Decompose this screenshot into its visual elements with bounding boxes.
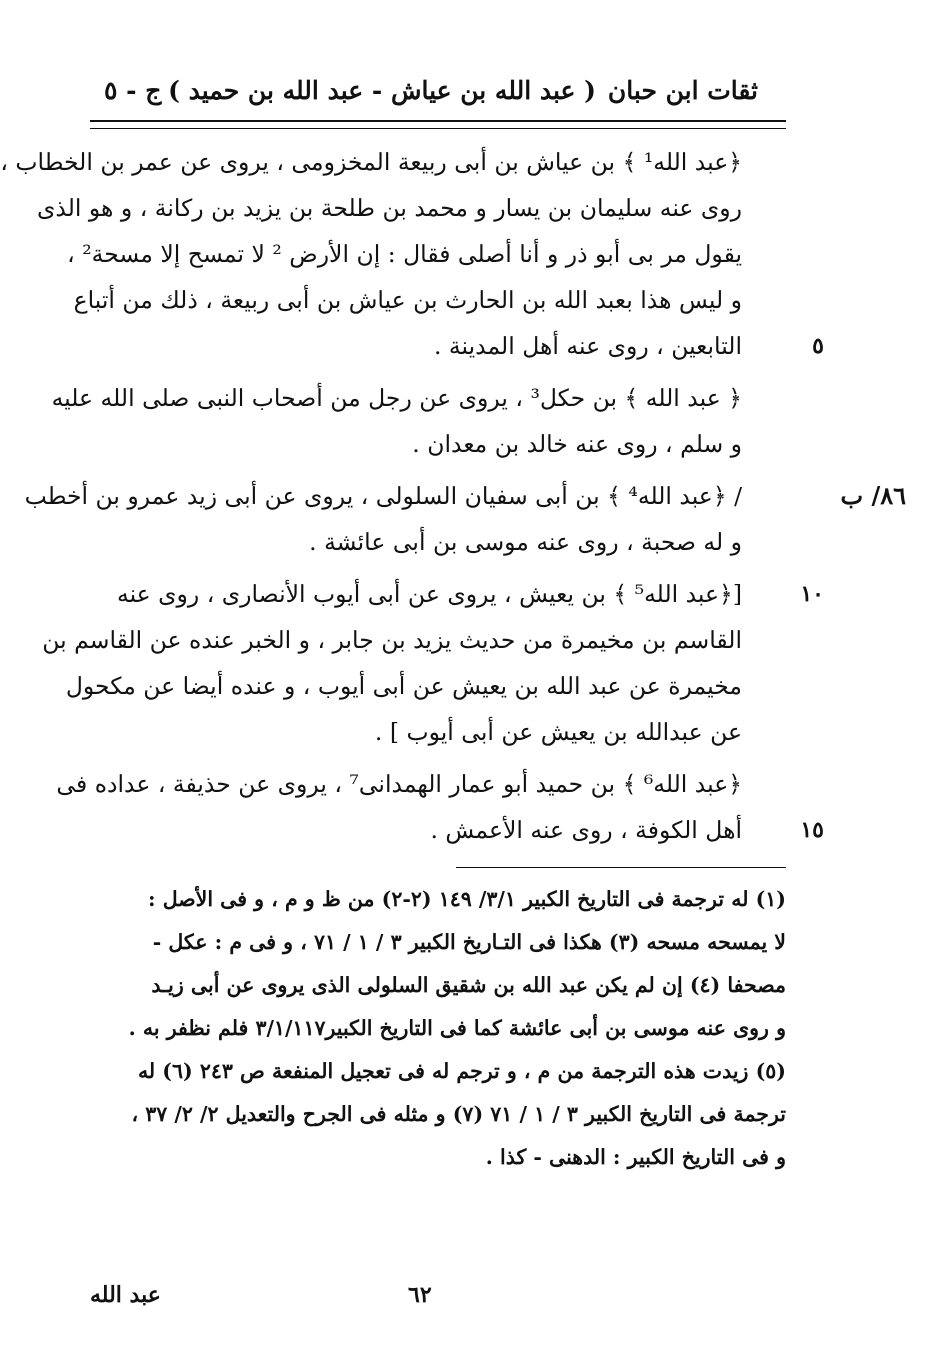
page-footer	[90, 1282, 786, 1322]
main-text	[0, 139, 906, 853]
entry-abdullah-ibn-abi-sufyan	[24, 473, 906, 565]
footnote-line: لا يمسحه مسحه (٣) هكذا فى التـاريخ الكبير ٣ / ١ / ٧١ ، و فى م : عكل -	[152, 930, 786, 954]
footnotes	[90, 878, 786, 1179]
footnote-rule	[456, 867, 786, 868]
entry-abdullah-ibn-humaid	[56, 761, 786, 807]
text-line: و ليس هذا بعبد الله بن الحارث بن عياش بن أبى ربيعة ، ذلك من أتباع	[73, 286, 742, 314]
manuscript-folio-note: ٨٦/ ب	[840, 481, 906, 510]
entry-abdullah-ibn-ayyash	[0, 139, 786, 323]
book-page	[0, 62, 906, 1322]
text-line: القاسم بن مخيمرة من حديث يزيد بن جابر ، و الخبر عنده عن القاسم بن	[42, 626, 742, 654]
footnote-line: و روى عنه موسى بن أبى عائشة كما فى التاريخ الكبير٣/١/١١٧ فلم نظفر به .	[128, 1016, 786, 1040]
footnote-line: ترجمة فى التاريخ الكبير ٣ / ١ / ٧١ (٧) و مثله فى الجرح والتعديل ٢/ ٢/ ٣٧ ،	[131, 1102, 786, 1126]
book-title: ثقات ابن حبان	[607, 76, 758, 105]
text-line: مخيمرة عن عبد الله بن يعيش عن أبى أيوب ، و عنده أيضا عن مكحول	[65, 672, 742, 700]
entry-continuation	[90, 807, 824, 853]
text-line: روى عنه سليمان بن يسار و محمد بن طلحة بن يزيد بن ركانة ، و هو الذى	[37, 194, 742, 222]
text-line: عن عبدالله بن يعيش عن أبى أيوب ] .	[374, 718, 742, 746]
text-line: و له صحبة ، روى عنه موسى بن أبى عائشة .	[309, 528, 742, 556]
text-line: و سلم ، روى عنه خالد بن معدان .	[412, 430, 742, 458]
line-number: ١٠	[800, 581, 824, 607]
text-line: / ﴿عبد الله⁴ ﴾ بن أبى سفيان السلولى ، يروى عن أبى زيد عمرو بن أخطب	[24, 482, 742, 510]
footnote-line: (٥) زيدت هذه الترجمة من م ، و ترجم له فى تعجيل المنفعة ص ٢٤٣ (٦) له	[137, 1059, 786, 1083]
page-number: ٦٢	[408, 1282, 432, 1308]
line-number: ١٥	[800, 817, 824, 843]
entry-continuation	[90, 323, 824, 369]
text-line: أهل الكوفة ، روى عنه الأعمش .	[430, 816, 742, 844]
page-topic: ( عبد الله بن عياش - عبد الله بن حميد )	[168, 76, 596, 105]
footnote-line: و فى التاريخ الكبير : الدهنى - كذا .	[485, 1145, 786, 1169]
text-line: ﴿ عبد الله ﴾ بن حكل³ ، يروى عن رجل من أصحاب النبى صلى الله عليه	[51, 384, 742, 412]
text-line: ﴿عبد الله¹ ﴾ بن عياش بن أبى ربيعة المخزومى ، يروى عن عمر بن الخطاب ،	[0, 148, 742, 176]
running-header	[90, 62, 786, 120]
entry-abdullah-ibn-hakal	[51, 375, 786, 467]
volume-number: ج - ٥	[104, 76, 162, 105]
line-number: ٥	[812, 333, 824, 359]
text-line: يقول مر بى أبو ذر و أنا أصلى فقال : إن الأرض ² لا تمسح إلا مسحة² ،	[67, 240, 742, 268]
catchword: عبد الله	[90, 1282, 161, 1308]
footnote-line: (١) له ترجمة فى التاريخ الكبير ٣/١/ ١٤٩ (٢-٢) من ظ و م ، و فى الأصل :	[148, 887, 786, 911]
text-line: [﴿عبد الله⁵ ﴾ بن يعيش ، يروى عن أبى أيوب الأنصارى ، روى عنه	[116, 580, 742, 608]
footnote-line: مصحفا (٤) إن لم يكن عبد الله بن شقيق السلولى الذى يروى عن أبى زيـد	[151, 973, 786, 997]
entry-abdullah-ibn-yaish	[42, 571, 824, 755]
text-line: ﴿عبد الله⁶ ﴾ بن حميد أبو عمار الهمدانى⁷ ، يروى عن حذيفة ، عداده فى	[56, 770, 742, 798]
header-rule	[90, 120, 786, 129]
text-line: التابعين ، روى عنه أهل المدينة .	[433, 332, 742, 360]
